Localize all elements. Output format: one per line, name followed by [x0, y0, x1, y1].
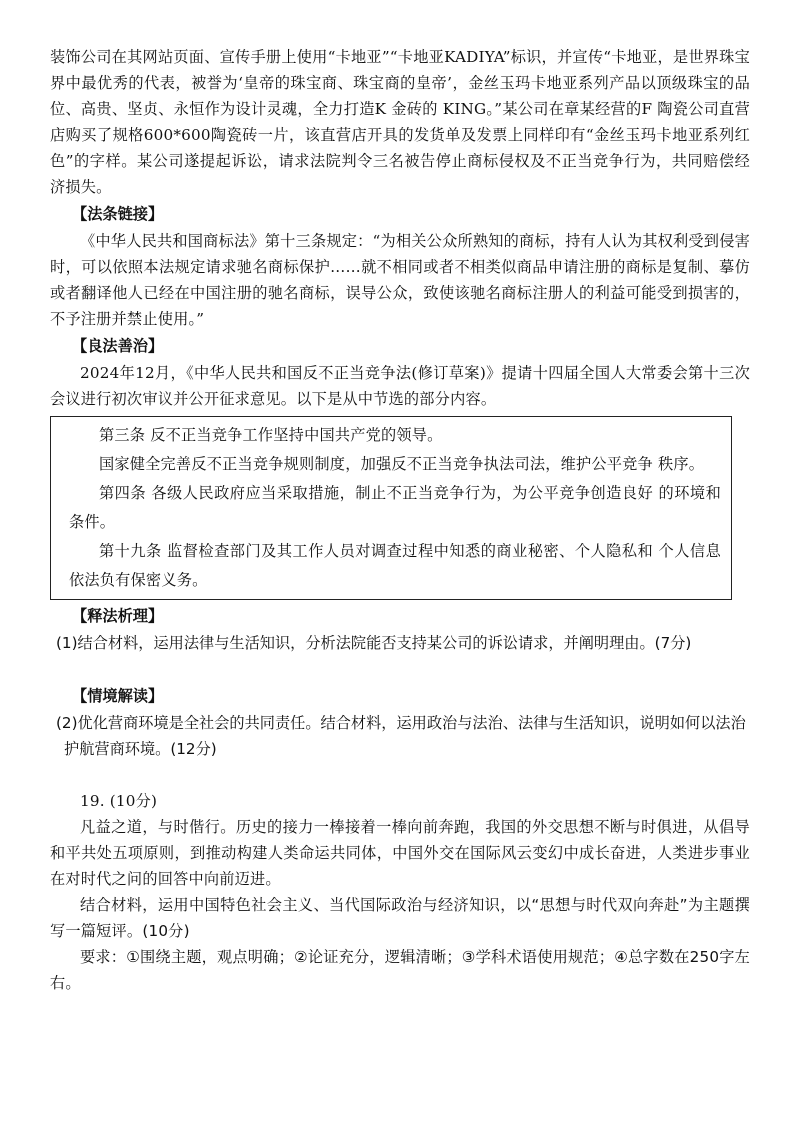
article-3-paragraph-2: 国家健全完善反不正当竞争规则制度，加强反不正当竞争执法司法，维护公平竞争 秩序。: [99, 455, 705, 473]
situation-heading: 【情境解读】: [72, 687, 164, 705]
question-1: (1)结合材料，运用法律与生活知识，分析法院能否支持某公司的诉讼请求，并阐明理由。(7分): [56, 634, 692, 652]
case-paragraph: 装饰公司在其网站页面、宣传手册上使用“卡地亚”“卡地亚KADIYA”标识，并宣传“卡地亚，是世界珠宝界中最优秀的代表，被誉为‘皇帝的珠宝商、珠宝商的皇帝’，金丝玉玛卡地亚系列产品以顶级珠宝的品位、高贵、坚贞、永恒作为设计灵魂，全力打造K 金砖的 KING。”某公司在章某经营的F 陶瓷公司直营店购买了规格600*600陶瓷砖一片，该直营店开具的发货单及发票上同样印有“金丝玉玛卡地亚系列红色”的字样。某公司遂提起诉讼，请求法院判令三名被告停止商标侵权及不正当竞争行为，共同赔偿经济损失。: [50, 48, 750, 196]
good-law-text: 2024年12月，《中华人民共和国反不正当竞争法(修订草案)》提请十四届全国人大常委会第十三次会议进行初次审议并公开征求意见。以下是从中节选的部分内容。: [50, 364, 750, 408]
article-4: 第四条 各级人民政府应当采取措施，制止不正当竞争行为，为公平竞争创造良好 的环境和条件。: [69, 484, 721, 531]
answer-space: [50, 656, 750, 682]
law-link-text: 《中华人民共和国商标法》第十三条规定：“为相关公众所熟知的商标，持有人认为其权利受到侵害时，可以依照本法规定请求驰名商标保护……就不相同或者不相类似商品申请注册的商标是复制、摹仿或者翻译他人已经在中国注册的驰名商标，误导公众，致使该驰名商标注册人的利益可能受到损害的，不予注册并禁止使用。”: [50, 232, 750, 328]
analysis-heading: 【释法析理】: [72, 607, 164, 625]
question-19-material: 凡益之道，与时偕行。历史的接力一棒接着一棒向前奔跑，我国的外交思想不断与时俱进，从倡导和平共处五项原则，到推动构建人类命运共同体，中国外交在国际风云变幻中成长奋进，人类进步事业在对时代之问的回答中向前迈进。: [50, 818, 750, 888]
law-link-heading: 【法条链接】: [72, 205, 164, 223]
document-page: [50, 44, 750, 996]
article-19: 第十九条 监督检查部门及其工作人员对调查过程中知悉的商业秘密、个人隐私和 个人信息依法负有保密义务。: [69, 542, 721, 589]
law-excerpt-box: [50, 416, 732, 600]
good-law-heading: 【良法善治】: [72, 337, 164, 355]
question-2: (2)优化营商环境是全社会的共同责任。结合材料，运用政治与法治、法律与生活知识，说明如何以法治护航营商环境。(12分): [56, 714, 746, 758]
article-3: 第三条 反不正当竞争工作坚持中国共产党的领导。: [99, 426, 443, 444]
question-19-requirements: 要求：①围绕主题，观点明确；②论证充分，逻辑清晰；③学科术语使用规范；④总字数在250字左右。: [50, 948, 750, 992]
answer-space-2: [50, 762, 750, 788]
question-19-title: 19. (10分): [80, 792, 158, 810]
question-19-prompt: 结合材料，运用中国特色社会主义、当代国际政治与经济知识，以“思想与时代双向奔赴”为主题撰写一篇短评。(10分): [50, 896, 750, 940]
